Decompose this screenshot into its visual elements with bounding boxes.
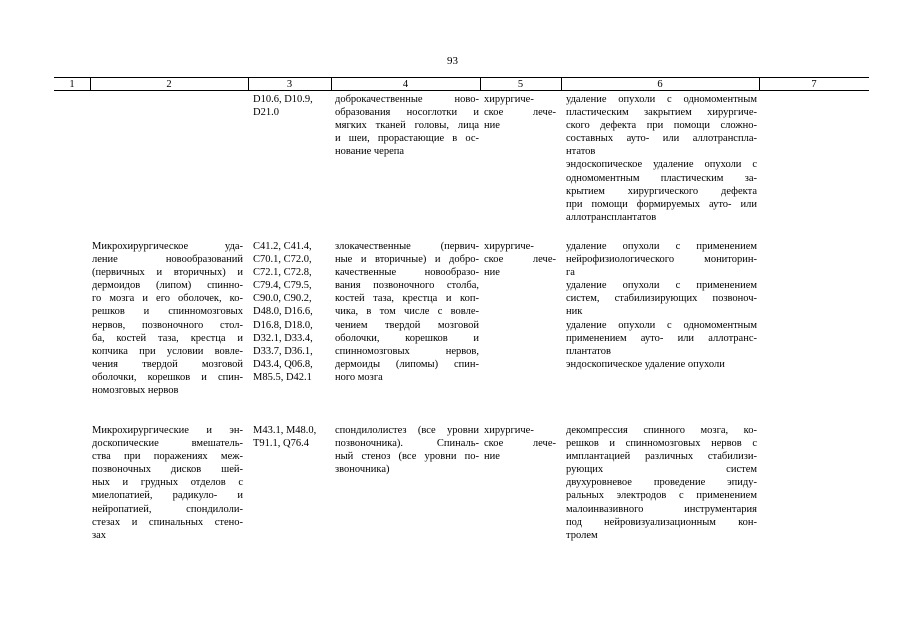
cell-line: оболочки, корешков и: [335, 332, 479, 344]
treatment-method-cell: [566, 240, 757, 371]
column-header-6: 6: [657, 79, 663, 90]
cell-line: и шеи, прорастающие в ос-: [335, 133, 479, 145]
cell-line: решков и спинномозговых: [92, 306, 243, 318]
cell-line: образования носоглотки и: [335, 107, 479, 119]
treatment-type-cell: [484, 93, 556, 132]
cell-line: чика, в том числе с вовле-: [335, 306, 479, 318]
cell-line: га: [566, 267, 575, 279]
treatment-type-cell: [484, 424, 556, 463]
cell-line: спондилолистез (все уровни: [335, 425, 479, 436]
cell-line: копчика при условии вовле-: [92, 345, 243, 357]
cell-line: D43.4, Q06.8,: [253, 358, 313, 370]
cell-line: D32.1, D33.4,: [253, 332, 313, 344]
cell-line: зах: [92, 529, 107, 541]
treatment-type-cell: [484, 240, 556, 279]
cell-line: ного мозга: [335, 371, 383, 383]
cell-line: оболочки, корешков и спин-: [92, 371, 243, 383]
cell-line: ства при поражениях меж-: [92, 451, 243, 463]
cell-line: ние: [484, 120, 500, 132]
cell-line: удаление опухоли с применением: [566, 241, 757, 252]
cell-line: D16.8, D18.0,: [253, 319, 313, 331]
cell-line: M85.5, D42.1: [253, 371, 312, 383]
icd-codes-cell: [253, 93, 327, 119]
cell-line: злокачественные (первич-: [335, 241, 479, 252]
cell-line: удаление опухоли с одномоментным: [566, 319, 757, 331]
cell-line: декомпрессия спинного мозга, ко-: [566, 425, 757, 436]
cell-line: пластическим закрытием хирургиче-: [566, 107, 757, 119]
cell-line: стезах и спинальных стено-: [92, 516, 243, 528]
cell-line: одномоментным пластическим за-: [566, 172, 757, 184]
cell-line: мягких тканей головы, лица: [335, 120, 479, 132]
column-header-4: 4: [402, 79, 409, 90]
cell-line: двухуровневое проведение эпиду-: [566, 477, 757, 489]
column-header-3: 3: [286, 79, 293, 90]
cell-line: доскопические вмешатель-: [92, 438, 243, 450]
cell-line: ского дефекта при помощи сложно-: [566, 120, 757, 132]
cell-line: Микрохирургическое уда-: [92, 241, 243, 252]
cell-line: миелопатией, радикуло- и: [92, 490, 243, 502]
cell-line: ние: [484, 267, 500, 279]
cell-line: ское лече-: [484, 254, 556, 266]
cell-line: ральных электродов с применением: [566, 490, 757, 502]
icd-codes-cell: [253, 240, 327, 384]
cell-line: применением ауто- или аллотранс-: [566, 332, 757, 344]
cell-line: хирургиче-: [484, 425, 534, 436]
cell-line: нервов, позвоночного стол-: [92, 319, 243, 331]
cell-line: позвоночника). Спиналь-: [335, 438, 479, 450]
cell-line: позвоночных дисков шей-: [92, 464, 243, 476]
cell-line: ние: [484, 451, 500, 463]
cell-line: ское лече-: [484, 107, 556, 119]
cell-line: костей таза, крестца и коп-: [335, 293, 479, 305]
treatment-method-cell: [566, 93, 757, 224]
cell-line: составных ауто- или аллотранспла-: [566, 133, 757, 145]
cell-line: крытием хирургического дефекта: [566, 185, 757, 197]
cell-line: ба, костей таза, крестца и: [92, 332, 243, 344]
cell-line: го мозга и его оболочек, ко-: [92, 293, 243, 305]
cell-line: C72.1, C72.8,: [253, 267, 312, 279]
column-header-2: 2: [166, 79, 172, 90]
cell-line: дермоиды (липомы) спин-: [335, 358, 479, 370]
cell-line: плантатов: [566, 345, 611, 357]
cell-line: нейрофизиологического мониторин-: [566, 254, 757, 266]
page-number: 93: [447, 55, 458, 67]
cell-line: (первичных и вторичных) и: [92, 267, 243, 279]
cell-line: ные и вторичные) и добро-: [335, 254, 479, 266]
cell-line: ление новообразований: [92, 254, 243, 266]
cell-line: Микрохирургические и эн-: [92, 425, 243, 436]
cell-line: D48.0, D16.6,: [253, 306, 313, 318]
diagnosis-cell: [335, 424, 479, 476]
cell-line: малоинвазивного инструментария: [566, 503, 757, 515]
cell-line: под нейровизуализационным кон-: [566, 516, 757, 528]
column-header-7: 7: [811, 79, 817, 90]
cell-line: ник: [566, 306, 583, 318]
cell-line: спинномозговых нервов,: [335, 345, 479, 357]
cell-line: чения твердой мозговой: [92, 358, 243, 370]
cell-line: C90.0, C90.2,: [253, 293, 312, 305]
cell-line: C79.4, C79.5,: [253, 280, 312, 292]
cell-line: при помощи формируемых ауто- или: [566, 198, 757, 210]
cell-line: удаление опухоли с одномоментным: [566, 94, 757, 105]
icd-codes-cell: [253, 424, 327, 450]
cell-line: звоночника): [335, 464, 390, 476]
cell-line: ское лече-: [484, 438, 556, 450]
cell-line: M43.1, M48.0,: [253, 425, 317, 436]
cell-line: дермоидов (липом) спинно-: [92, 280, 243, 292]
cell-line: нтатов: [566, 146, 596, 158]
cell-line: доброкачественные ново-: [335, 94, 479, 105]
cell-line: тролем: [566, 529, 598, 541]
cell-line: номозговых нервов: [92, 385, 179, 397]
cell-line: хирургиче-: [484, 241, 534, 252]
cell-line: имплантацией различных стабилизи-: [566, 451, 757, 463]
cell-line: C41.2, C41.4,: [253, 241, 312, 252]
cell-line: хирургиче-: [484, 94, 534, 105]
cell-line: чением твердой мозговой: [335, 319, 479, 331]
procedure-name-cell: [92, 240, 243, 397]
cell-line: D33.7, D36.1,: [253, 345, 313, 357]
cell-line: ных и грудных отделов с: [92, 477, 243, 489]
cell-line: эндоскопическое удаление опухоли: [566, 358, 725, 370]
cell-line: удаление опухоли с применением: [566, 280, 757, 292]
column-header-1: 1: [69, 79, 75, 90]
treatment-method-cell: [566, 424, 757, 542]
cell-line: D10.6, D10.9,: [253, 94, 313, 105]
cell-line: систем, стабилизирующих позвоноч-: [566, 293, 757, 305]
cell-line: C70.1, C72.0,: [253, 254, 312, 266]
diagnosis-cell: [335, 240, 479, 384]
column-header-5: 5: [517, 79, 524, 90]
cell-line: нейропатией, спондилоли-: [92, 503, 243, 515]
cell-line: T91.1, Q76.4: [253, 438, 309, 450]
cell-line: рующих систем: [566, 464, 757, 476]
procedure-name-cell: [92, 424, 243, 542]
cell-line: решков и спинномозговых нервов с: [566, 438, 757, 450]
cell-line: D21.0: [253, 107, 279, 119]
cell-line: ный стеноз (все уровни по-: [335, 451, 479, 463]
cell-line: вания позвоночного столба,: [335, 280, 479, 292]
cell-line: аллотрансплантатов: [566, 211, 657, 223]
cell-line: качественные новообразо-: [335, 267, 479, 279]
diagnosis-cell: [335, 93, 479, 158]
cell-line: эндоскопическое удаление опухоли с: [566, 159, 757, 171]
cell-line: нование черепа: [335, 146, 405, 158]
